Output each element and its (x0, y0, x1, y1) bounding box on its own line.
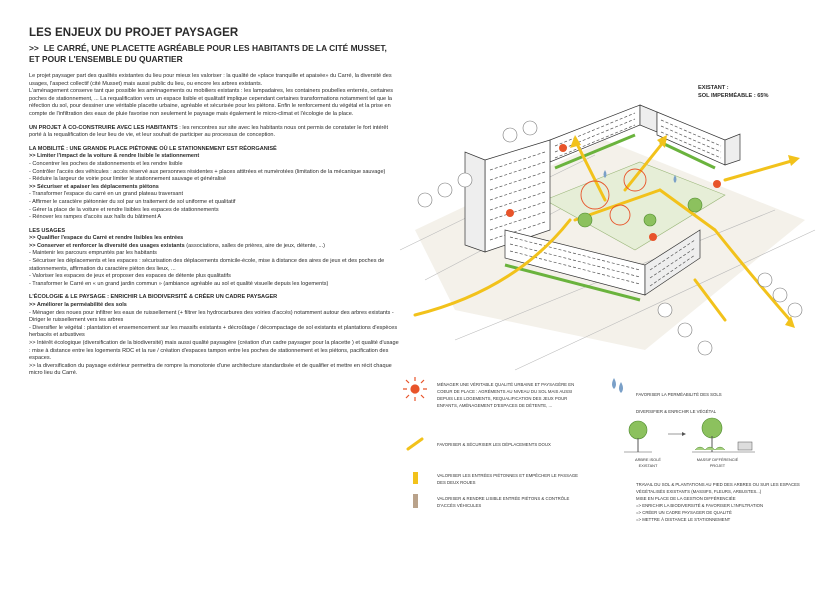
coconstruct-paragraph (29, 125, 399, 140)
legend-text-4: VALORISER & RENDRE LISIBLE ENTRÉE PIÉTONS & CONTRÔLE D'ACCÈS VÉHICULES (437, 496, 570, 508)
mobility-sub-2: >> Sécuriser et apaiser les déplacements piétons (29, 183, 159, 190)
coconstruct-heading: UN PROJET À CO-CONSTRUIRE AVEC LES HABITANTS (29, 124, 178, 131)
usages-item: - Transformer le Carré en « un grand jardin commun » (ambiance agréable au sol et qualité visuelle depuis les logements) (29, 280, 329, 287)
usages-item: - Valoriser les espaces de jeux et proposer des espaces de détente plus qualitatifs (29, 273, 231, 280)
legend-text-1: MÉNAGER UNE VÉRITABLE QUALITÉ URBAINE ET PAYSAGÈRE EN COEUR DE PLACE : AGRÉMENTS AU NIVEAU DU SOL MAIS AUSSI DEPUIS LES LOGEMENTS, REQUALIFICATION DES JEUX POUR ENFANTS, AMÉNAGEMENT D'ESPACES DE DÉTENTE, ... (437, 382, 575, 408)
intro-paragraph-2: L'aménagement conserve tant que possible les aménagements ou mobiliers existants : les lampadaires, les containers poubelles enterrés, certaines poches de stationnement, ... La requalification vers un espace lisible et qualitatif implique cependant certaines transformations notamment tel que la réfection du sol, pour dessiner une véritable placette urbaine, agréable et sécurisée pour les piétons. Enfin le renforcement du végétal et la prise en compte de l'infiltration des eaux de pluie favorise non seulement le paysage mais également le micro-climat et l'écologie de la place. (29, 88, 393, 117)
ecology-item: >> Intérêt écologique (diversification de la biodiversité) mais aussi qualité paysagère (création d'un cadre paysager pour la placette ) et qualité d'usage : mise à distance entre les logements RDC et la rue / création d'espaces tampon entre les poches de stationnement et les piétons, pacification des espaces. (29, 340, 399, 362)
legend-massif: MASSIF DIFFÉRENCIÉ PROJET (696, 457, 739, 468)
usages-sub-2: >> Conserver et renforcer la diversité des usages existants (29, 242, 185, 249)
mobility-item: - Gérer la place de la voiture et rendre lisibles les espaces de stationnements (29, 206, 219, 213)
subtitle-arrow: >> (29, 43, 39, 53)
page-subtitle (29, 43, 389, 64)
legend-soil-line: => CRÉER UN CADRE PAYSAGER DE QUALITÉ (636, 510, 732, 515)
mobility-item: - Réduire la largeur de voirie pour limiter le stationnement sauvage et généralisé (29, 176, 227, 183)
car-icon (738, 442, 752, 450)
page-title: LES ENJEUX DU PROJET PAYSAGER (29, 27, 239, 39)
mobility-item: - Concentrer les poches de stationnements et les rendre lisible (29, 160, 183, 167)
mobility-item: - Affirmer le caractère piétonnier du sol par un traitement de sol uniforme et qualitatif (29, 198, 236, 205)
usages-sub-2-text: (associations, salles de prières, aire de jeux, détente, ...) (184, 242, 325, 249)
mobility-item: - Transformer l'espace du carré en un grand plateau traversant (29, 191, 183, 198)
ecology-item: - Diversifier le végétal : plantation et ensemencement sur les massifs existants + décroûtage / décompactage de sol existants et plantations d'espèces herbacés et arbustives (29, 324, 398, 339)
legend-soil-work (636, 481, 816, 523)
ecology-sub-1: >> Améliorer la perméabilité des sols (29, 302, 127, 309)
existing-state-label (698, 85, 768, 100)
legend-soil-line: => ENRICHIR LA BIODIVERSITÉ & FAVORISER L'INFILTRATION (636, 503, 764, 508)
legend-permeability: FAVORISER LA PERMÉABILITÉ DES SOLS (636, 392, 722, 397)
legend-soil-line: => METTRE À DISTANCE LE STATIONNEMENT (636, 517, 731, 522)
usages-heading: LES USAGES (29, 227, 66, 234)
usages-sub-1: >> Qualifier l'espace du Carré et rendre lisibles les entrées (29, 235, 184, 242)
legend-icons-left (400, 376, 440, 516)
ecology-item: >> la diversification du paysage extérieur permettra de rompre la monotonie d'une architecture standardisée et de qualifier et mettre en récit chaque micro lieu du Carré. (29, 362, 392, 377)
usages-item: - Sécuriser les déplacements et les espaces : sécurisation des déplacements domicile-école, mise à distance des aires de jeux et des poches de stationnements, affirmation du caractère piéton des lieux, ... (29, 258, 385, 272)
legend-vegetation: DIVERSIFIER & ENRICHIR LE VÉGÉTAL (636, 409, 717, 414)
mobility-item: - Contrôler l'accès des véhicules : accès réservé aux personnes résidentes + places attitrées et numérotées (limitation de la mécanique sauvage) (29, 168, 386, 175)
legend-soil-line: MISE EN PLACE DE LA GESTION DIFFÉRENCIÉE (636, 496, 736, 501)
double-arrow-icon (408, 439, 422, 449)
mobility-item: - Rénover les rampes d'accès aux halls du bâtiment A (29, 214, 162, 221)
existing-label: EXISTANT : (698, 85, 729, 91)
brown-entry-swatch (413, 494, 418, 508)
coconstruct-text: : les rencontres sur site avec les habitants nous ont permis de constater le fort intérêt porté à la requalification de leur lieu de vie, et leur souhait de participer au processus de conception. (29, 124, 389, 139)
massif-tree-icon (702, 418, 722, 438)
yellow-entry-swatch (413, 472, 418, 484)
mobility-heading: LA MOBILITÉ : UNE GRANDE PLACE PIÉTONNE OÙ LE STATIONNEMENT EST RÉORGANISÉ (29, 145, 277, 152)
existing-tree-icon (629, 421, 647, 439)
usages-item: - Maintenir les parcours empruntés par les habitants (29, 250, 157, 257)
intro-paragraph-1: Le projet paysager part des qualités existantes du lieu pour mieux les valoriser : la qualité de «place tranquille et apaisée» du Carré, la diversité des usages, l'aspect collectif (cité Musset) mais aussi public du lieu, ou encore les arbres existants. (29, 73, 392, 87)
water-drops-icon (608, 376, 628, 396)
legend-text-2: FAVORISER & SÉCURISER LES DÉPLACEMENTS DOUX (437, 442, 551, 447)
building-east (657, 112, 740, 165)
legend-existing-tree: ARBRE ISOLÉ EXISTANT (635, 457, 661, 468)
burst-icon (403, 377, 427, 401)
subtitle-text: LE CARRÉ, UNE PLACETTE AGRÉABLE POUR LES HABITANTS DE LA CITÉ MUSSET, ET POUR L'ENSEMBLE DU QUARTIER (29, 43, 387, 64)
mobility-sub-1: >> Limiter l'impact de la voiture & rendre lisible le stationnement (29, 153, 200, 160)
usages-sub-2-line (29, 243, 399, 251)
legend-text-3: VALORISER LES ENTRÉES PIÉTONNES ET EMPÊCHER LE PASSAGE DES DEUX ROUES (437, 473, 579, 485)
ecology-heading: L'ÉCOLOGIE & LE PAYSAGE : ENRICHIR LA BIODIVERSITÉ & CRÉER UN CADRE PAYSAGER (29, 294, 278, 301)
body-text (29, 73, 399, 378)
legend-soil-line: TRAVAIL DU SOL & PLANTATIONS AU PIED DES ARBRES OU SUR LES ESPACES VÉGÉTALISÉS EXISTANTS (MASSIFS, FLEURS, ARBUSTES...) (636, 482, 800, 494)
impermeable-label: SOL IMPERMÉABLE : 65% (698, 92, 769, 99)
axonometric-illustration (395, 80, 820, 372)
ecology-item: - Ménager des noues pour infiltrer les eaux de ruissellement (+ filtrer les hydrocarbures des voiries d'accès) notamment autour des arbres existants - Diriger le ruissellement vers les arbres (29, 309, 394, 324)
